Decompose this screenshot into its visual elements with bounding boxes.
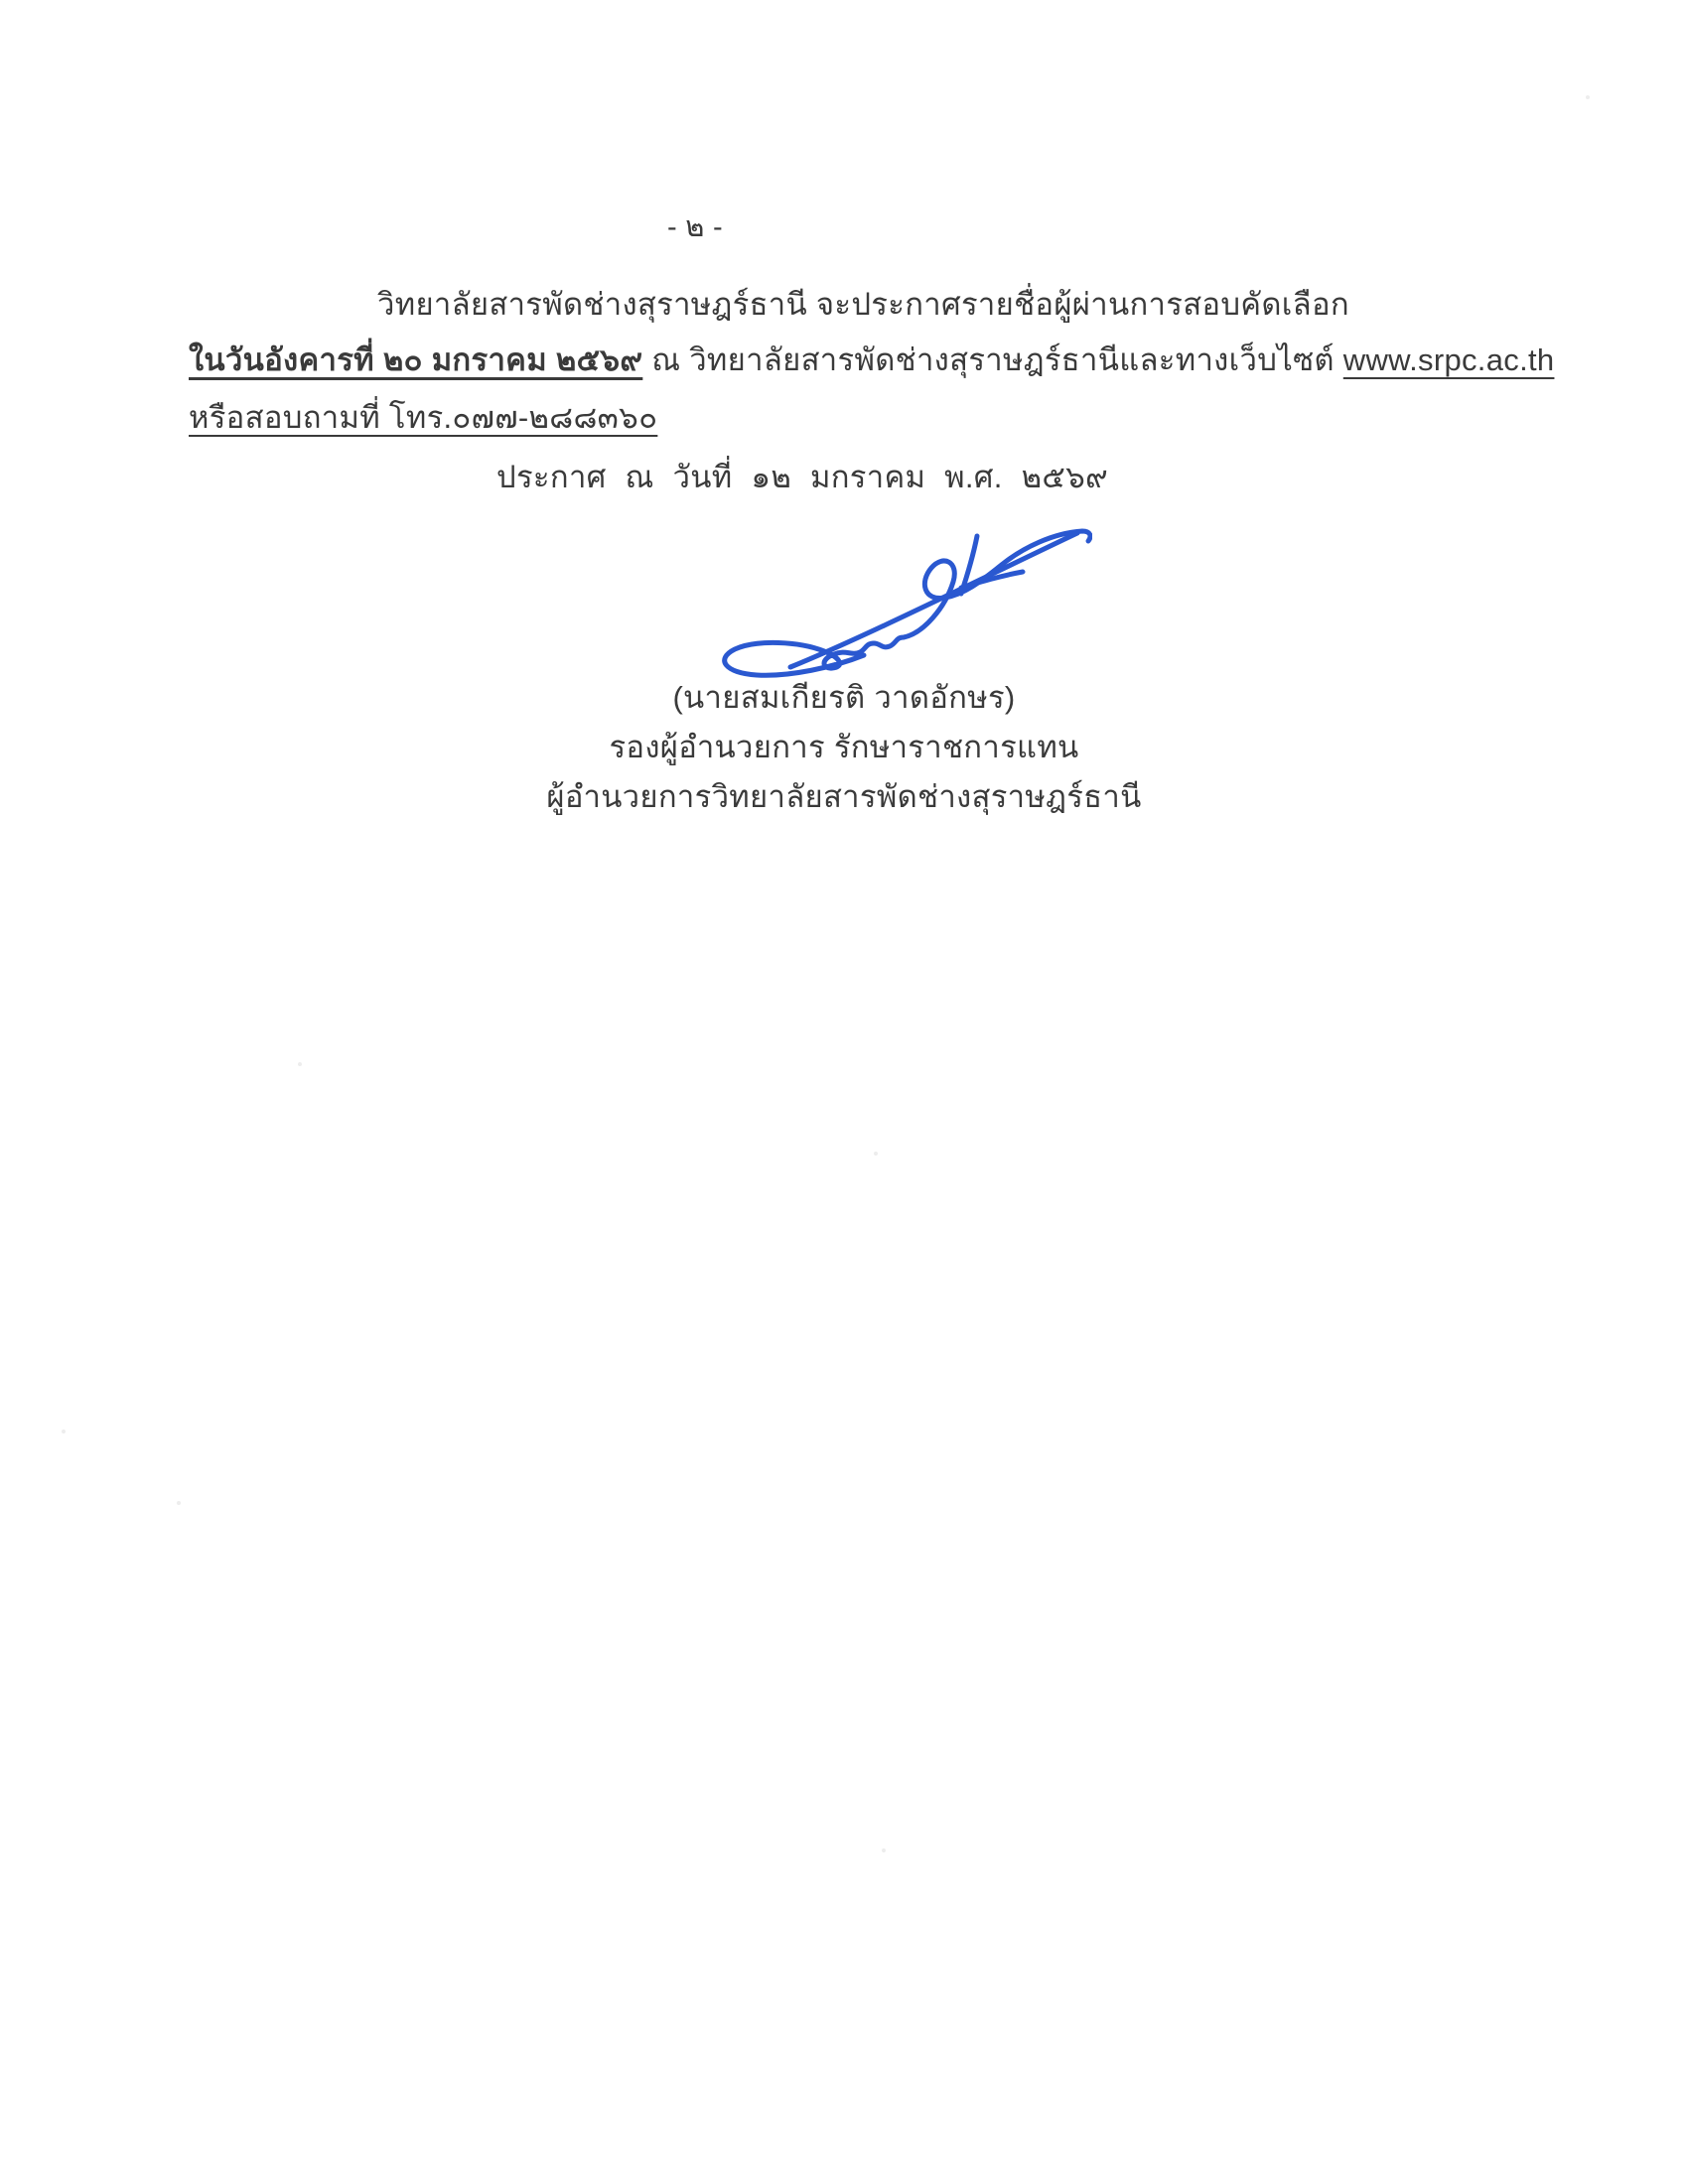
- scan-artifact: [874, 1152, 878, 1156]
- scan-artifact: [298, 1062, 302, 1066]
- signature-svg: [695, 508, 1092, 697]
- issued-date-line: ประกาศ ณ วันที่ ๑๒ มกราคม พ.ศ. ๒๕๖๙: [496, 460, 1109, 494]
- paragraph-line-1: วิทยาลัยสารพัดช่างสุราษฎร์ธานี จะประกาศรายชื่อผู้ผ่านการสอบคัดเลือก: [377, 287, 1349, 322]
- scan-artifact: [62, 1430, 66, 1433]
- signer-block: [427, 673, 1261, 822]
- scan-artifact: [1586, 95, 1590, 99]
- contact-phone-text: หรือสอบถามที่ โทร.๐๗๗-๒๘๘๓๖๐: [189, 400, 658, 435]
- paragraph-line-2: [189, 335, 1554, 384]
- page-number: - ๒ -: [666, 211, 724, 243]
- signer-title-2: ผู้อำนวยการวิทยาลัยสารพัดช่างสุราษฎร์ธานี: [546, 779, 1142, 814]
- announcement-date-text: ในวันอังคารที่ ๒๐ มกราคม ๒๕๖๙: [189, 342, 643, 377]
- signature-diagonal-stroke: [790, 533, 1077, 667]
- website-link-text: www.srpc.ac.th: [1342, 342, 1555, 377]
- signer-title-1: รองผู้อำนวยการ รักษาราชการแทน: [609, 730, 1079, 764]
- signer-name: (นายสมเกียรติ วาดอักษร): [672, 680, 1016, 715]
- scan-artifact: [177, 1501, 181, 1505]
- signature-ink: [695, 508, 1092, 697]
- venue-text: ณ วิทยาลัยสารพัดช่างสุราษฎร์ธานีและทางเว็บไซต์: [642, 342, 1343, 377]
- paragraph-line-3: [189, 392, 657, 442]
- scan-artifact: [882, 1848, 886, 1852]
